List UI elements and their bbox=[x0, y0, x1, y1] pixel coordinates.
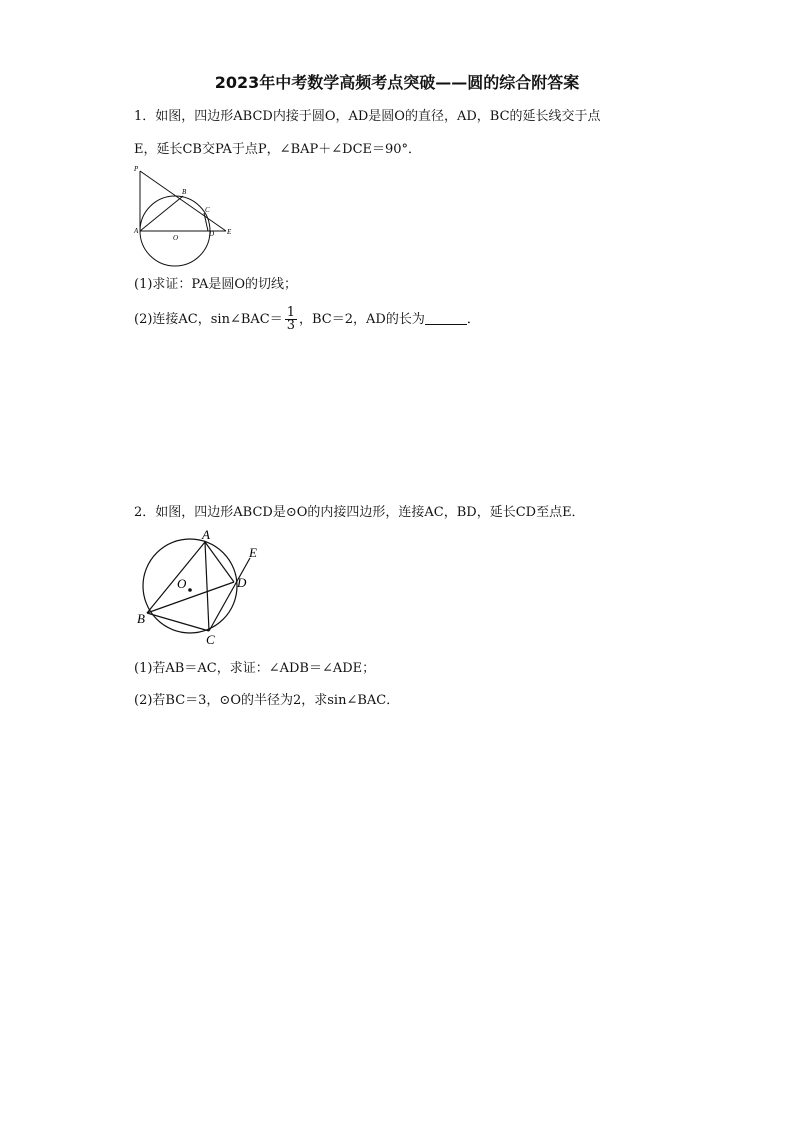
q1-stem-line1 bbox=[134, 108, 601, 126]
q2-stem-line1 bbox=[134, 504, 585, 522]
q1-answer-blank[interactable] bbox=[425, 324, 467, 325]
q2-label-c: C bbox=[206, 632, 215, 647]
q1-part2 bbox=[134, 305, 480, 335]
q1-fraction-numerator: 1 bbox=[286, 305, 296, 320]
q1-part2-text-b: ，BC＝2，AD的长为 bbox=[299, 312, 425, 327]
q1-part2-end: ． bbox=[466, 312, 480, 327]
q2-segment-ce bbox=[209, 558, 250, 631]
q1-stem-text1: 如图，四边形ABCD内接于圆O，AD是圆O的直径，AD，BC的延长线交于点 bbox=[155, 109, 601, 124]
q2-label-a: A bbox=[202, 528, 210, 542]
q1-label-c: C bbox=[205, 206, 210, 214]
q1-stem-line2: E，延长CB交PA于点P，∠BAP＋∠DCE＝90°． bbox=[134, 142, 422, 157]
q2-label-o: O bbox=[177, 576, 187, 591]
q1-fraction-denominator: 3 bbox=[286, 318, 296, 333]
q2-stem-text1: 如图，四边形ABCD是⊙O的内接四边形，连接AC，BD，延长CD至点E． bbox=[155, 505, 585, 520]
q1-figure bbox=[132, 163, 240, 275]
q1-label-p: P bbox=[134, 165, 139, 173]
q1-segment-pe bbox=[140, 171, 226, 231]
q1-part1: (1)求证：PA是圆O的切线； bbox=[134, 277, 298, 292]
q1-label-d: D bbox=[209, 230, 215, 238]
q1-segment-ab bbox=[140, 196, 183, 231]
q1-part2-text-a: (2)连接AC，sin∠BAC＝ bbox=[134, 312, 283, 327]
q2-label-e: E bbox=[249, 545, 257, 560]
q1-label-b: B bbox=[182, 188, 187, 196]
q2-label-b: B bbox=[137, 611, 145, 626]
q1-label-o: O bbox=[173, 234, 179, 242]
q2-part2: (2)若BC＝3，⊙O的半径为2，求sin∠BAC． bbox=[134, 693, 400, 708]
q2-number: 2． bbox=[134, 505, 156, 520]
q2-segment-ca bbox=[205, 542, 209, 631]
q1-label-a: A bbox=[134, 227, 139, 235]
q2-part1: (1)若AB＝AC，求证：∠ADB＝∠ADE； bbox=[134, 661, 376, 676]
q2-label-d: D bbox=[237, 575, 247, 590]
q2-center-dot bbox=[188, 588, 192, 592]
page-title: 2023年中考数学高频考点突破——圆的综合附答案 bbox=[214, 73, 580, 92]
q1-fraction bbox=[285, 307, 297, 332]
q2-segment-bc bbox=[147, 613, 209, 631]
q1-label-e: E bbox=[227, 228, 232, 236]
q2-figure bbox=[132, 528, 272, 650]
q2-segment-ad bbox=[205, 542, 234, 582]
q1-number: 1． bbox=[134, 109, 156, 124]
